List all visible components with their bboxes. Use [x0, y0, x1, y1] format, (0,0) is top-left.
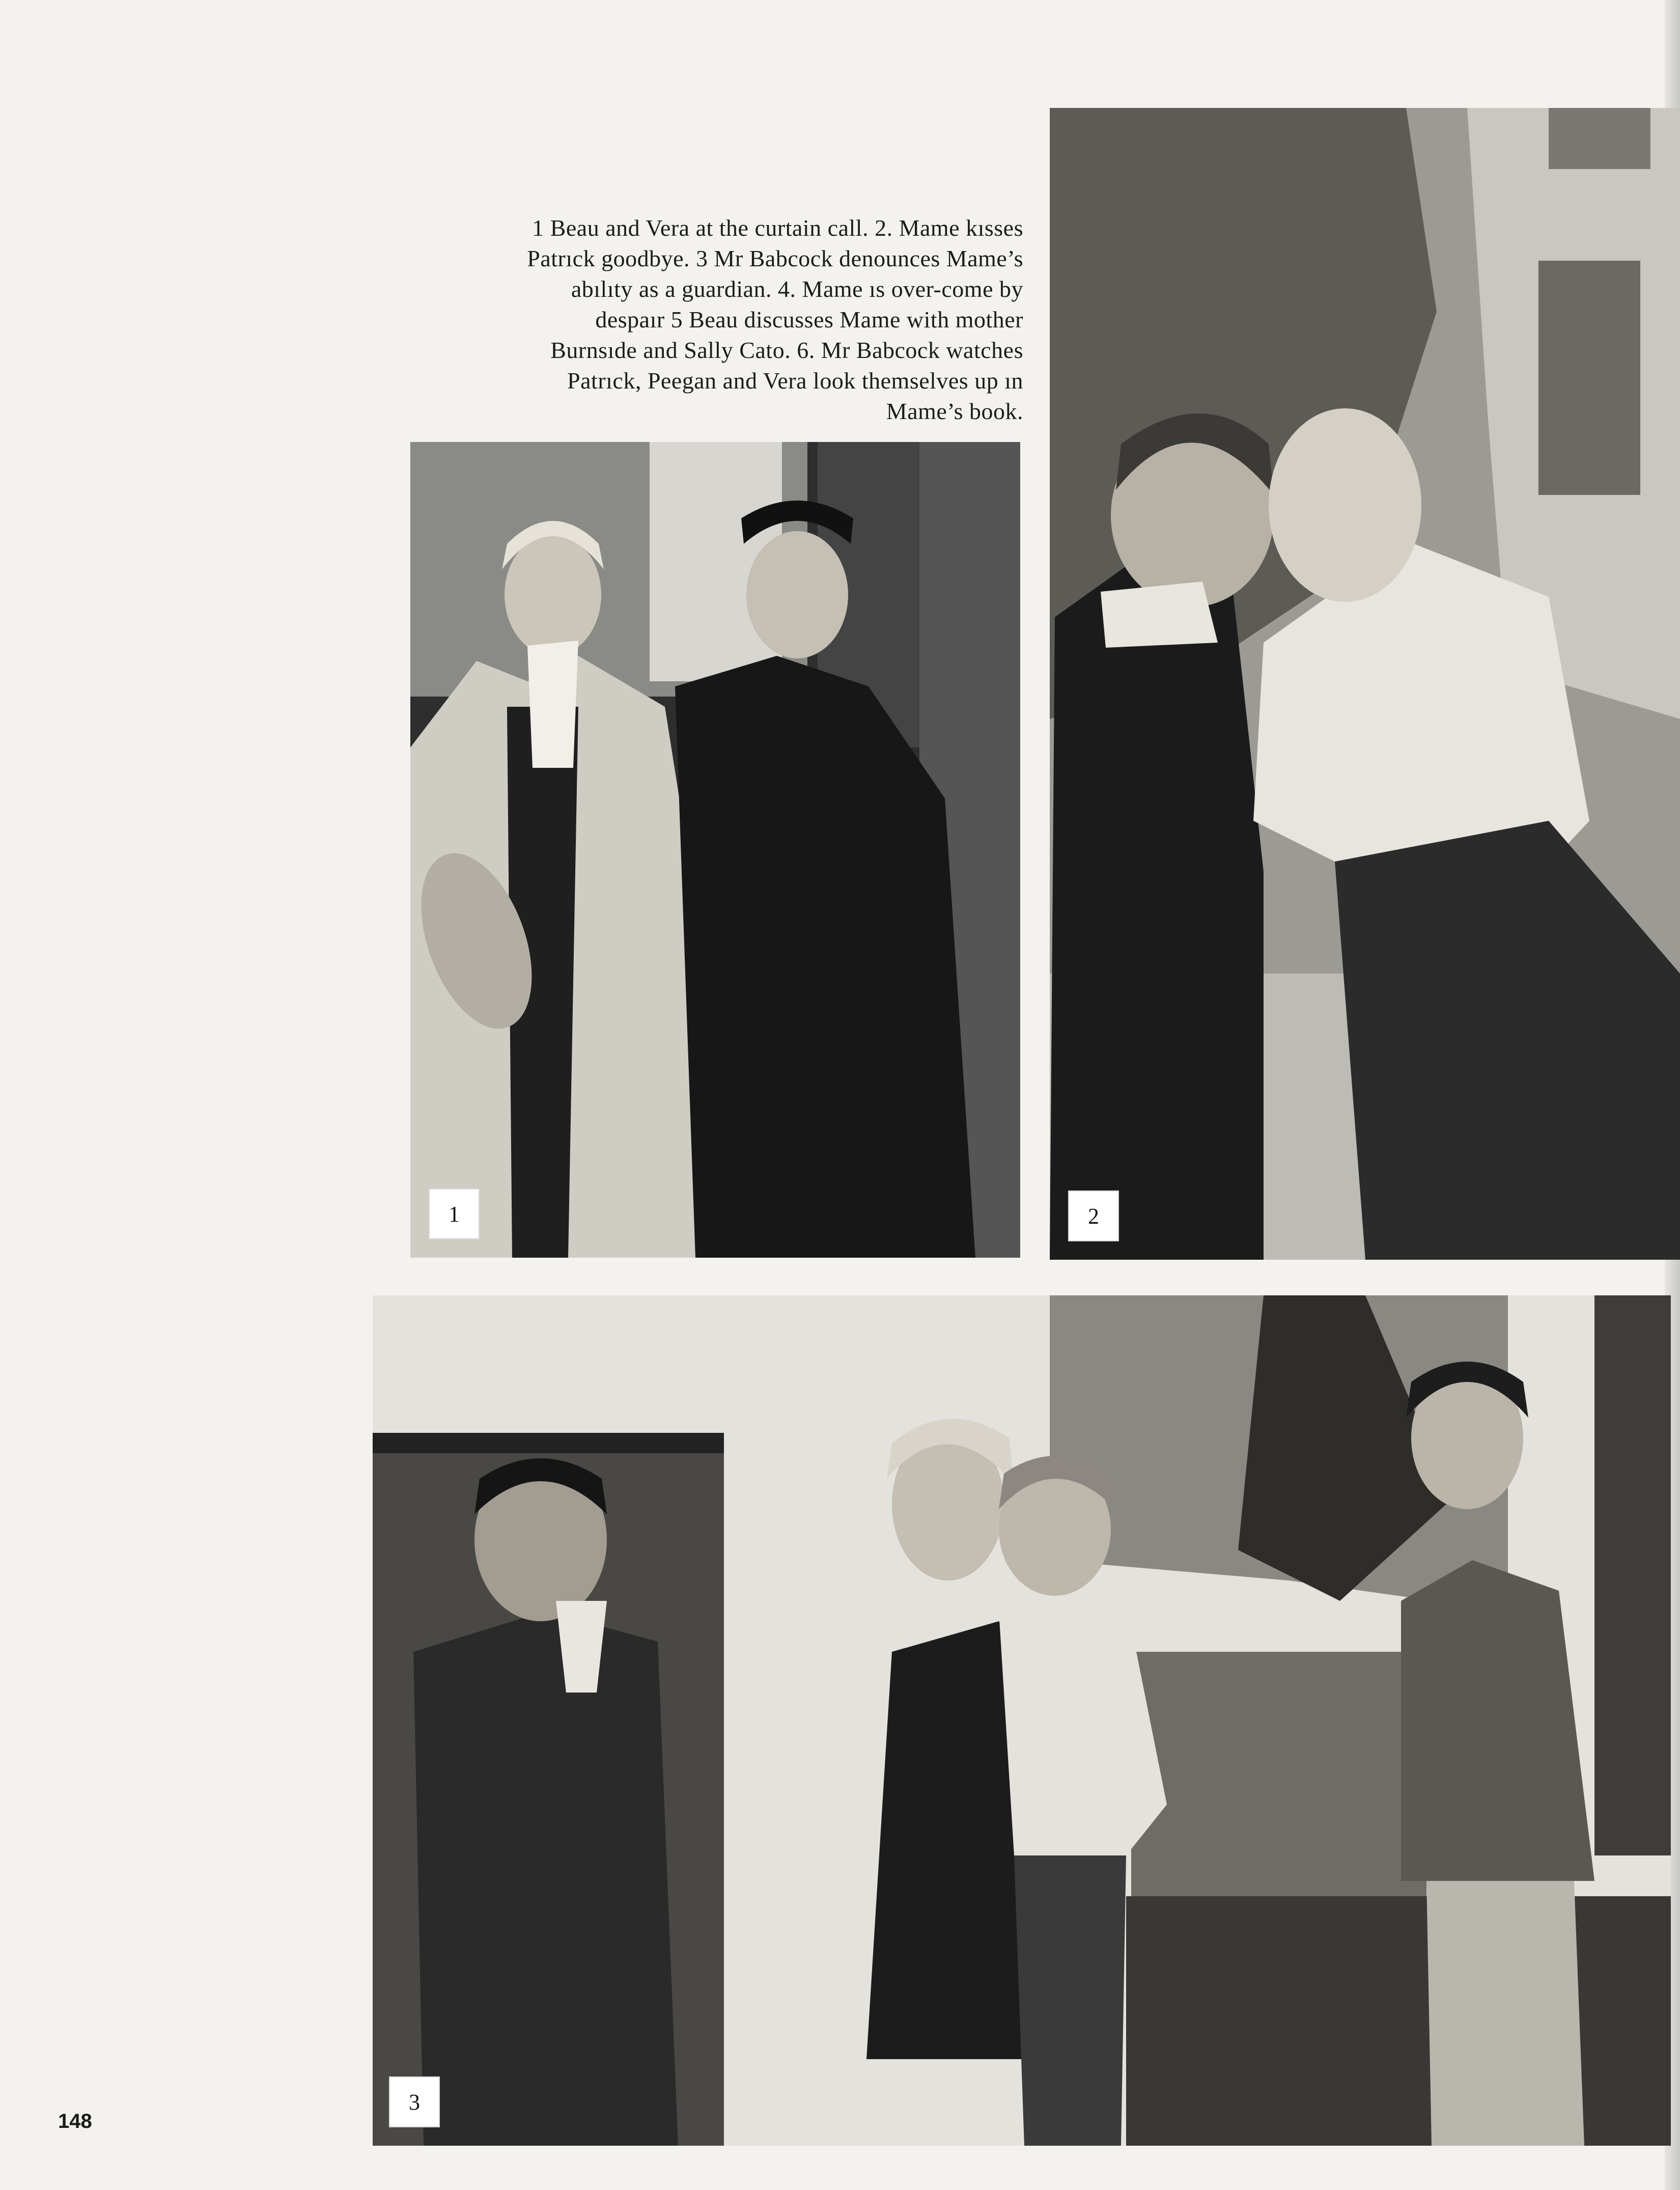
caption-line: despaır 5 Beau discusses Mame with mother — [595, 307, 1023, 332]
caption-line: 1 Beau and Vera at the curtain call. 2. Mame kısses — [532, 215, 1023, 241]
caption-line: abılıty as a guardian. 4. Mame ıs over-come by — [571, 276, 1023, 302]
photo-number-badge: 1 — [429, 1188, 480, 1239]
photo-caption — [392, 213, 1023, 427]
photo-number-badge: 2 — [1068, 1190, 1119, 1241]
photo-goodbye-kiss — [1050, 108, 1680, 1260]
photo-babcock-denounces — [373, 1295, 1671, 2146]
caption-line: Mame’s book. — [886, 398, 1023, 424]
photo-goodbye-kiss-image — [1050, 108, 1680, 1260]
photo-curtain-call-image — [410, 442, 1020, 1258]
photo-babcock-denounces-image — [373, 1295, 1671, 2146]
page-number: 148 — [58, 2110, 92, 2132]
photo-number-badge: 3 — [389, 2076, 440, 2127]
caption-line: Patrıck goodbye. 3 Mr Babcock denounces Mame’s — [527, 245, 1023, 271]
photo-curtain-call — [410, 442, 1020, 1258]
caption-line: Burnsıde and Sally Cato. 6. Mr Babcock watches — [550, 337, 1023, 363]
caption-line: Patrıck, Peegan and Vera look themselves up ın — [567, 368, 1023, 394]
